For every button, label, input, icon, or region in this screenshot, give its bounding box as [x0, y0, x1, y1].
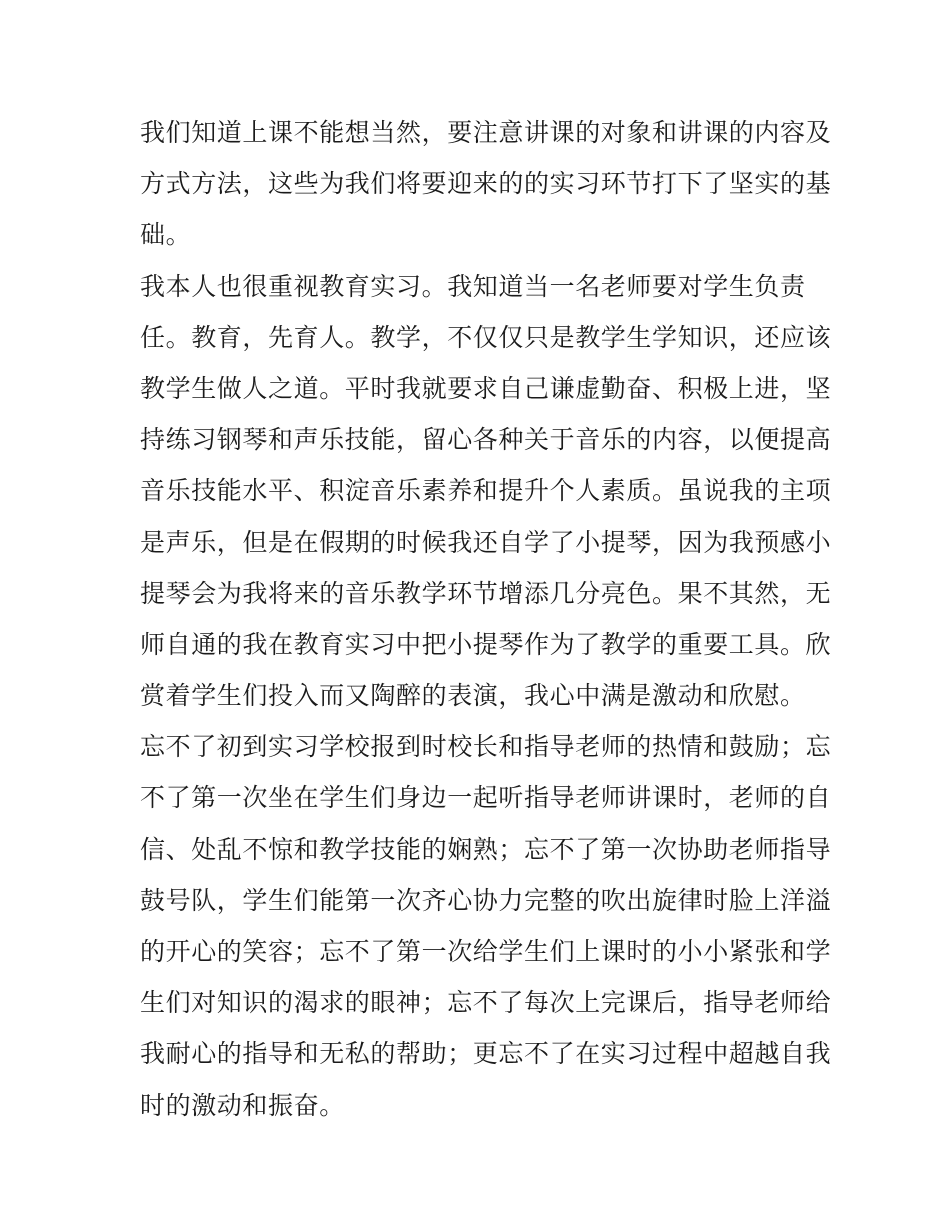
paragraph-2-line-5: 音乐技能水平、积淀音乐素养和提升个人素质。虽说我的主项	[140, 476, 832, 506]
paragraph-2-line-3: 教学生做人之道。平时我就要求自己谦虚勤奋、积极上进，坚	[140, 373, 832, 403]
paragraph-1-line-3: 础。	[140, 220, 192, 250]
paragraph-3-line-3: 信、处乱不惊和教学技能的娴熟；忘不了第一次协助老师指导	[140, 834, 832, 864]
paragraph-3-line-6: 生们对知识的渴求的眼神；忘不了每次上完课后，指导老师给	[140, 988, 832, 1018]
document-body	[140, 107, 832, 1131]
paragraph-3-line-7: 我耐心的指导和无私的帮助；更忘不了在实习过程中超越自我	[140, 1039, 832, 1069]
paragraph-2-line-9: 赏着学生们投入而又陶醉的表演，我心中满是激动和欣慰。	[140, 681, 806, 711]
paragraph-2-line-8: 师自通的我在教育实习中把小提琴作为了教学的重要工具。欣	[140, 629, 832, 659]
paragraph-1-line-1: 我们知道上课不能想当然，要注意讲课的对象和讲课的内容及	[140, 118, 832, 147]
paragraph-3-line-1: 忘不了初到实习学校报到时校长和指导老师的热情和鼓励；忘	[140, 732, 832, 762]
paragraph-2-line-1: 我本人也很重视教育实习。我知道当一名老师要对学生负责	[140, 271, 806, 301]
paragraph-2-line-7: 提琴会为我将来的音乐教学环节增添几分亮色。果不其然，无	[140, 578, 832, 608]
paragraph-3-line-2: 不了第一次坐在学生们身边一起听指导老师讲课时，老师的自	[140, 783, 832, 813]
paragraph-2-line-2: 任。教育，先育人。教学，不仅仅只是教学生学知识，还应该	[140, 322, 832, 352]
paragraph-3-line-4: 鼓号队，学生们能第一次齐心协力完整的吹出旋律时脸上洋溢	[140, 885, 832, 915]
paragraph-3-line-5: 的开心的笑容；忘不了第一次给学生们上课时的小小紧张和学	[140, 937, 832, 966]
paragraph-3-line-8: 时的激动和振奋。	[140, 1090, 345, 1120]
paragraph-1-line-2: 方式方法，这些为我们将要迎来的的实习环节打下了坚实的基	[140, 169, 832, 199]
paragraph-2-line-6: 是声乐，但是在假期的时候我还自学了小提琴，因为我预感小	[140, 527, 832, 557]
paragraph-2-line-4: 持练习钢琴和声乐技能，留心各种关于音乐的内容，以便提高	[140, 425, 832, 455]
